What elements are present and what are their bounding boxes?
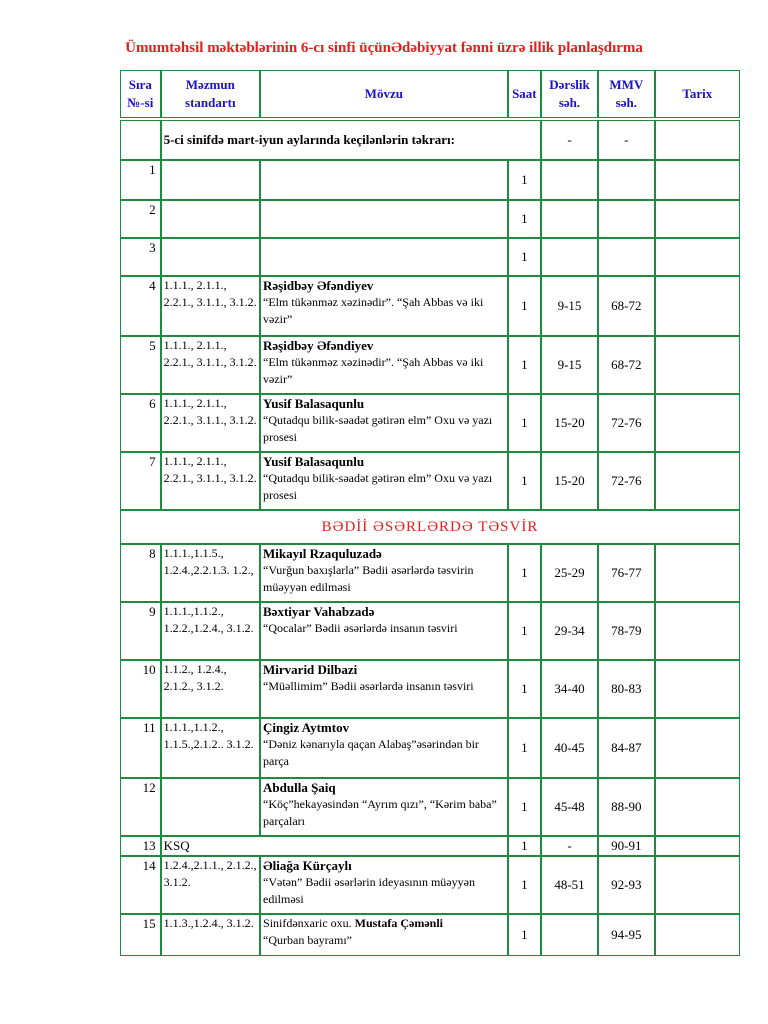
textbook-pages: 34-40 [541,660,598,718]
mmv-pages: 88-90 [598,778,655,836]
author-name: Mirvarid Dilbazi [263,662,358,677]
date-cell [655,276,740,336]
header-derslik: Dərslik səh. [541,70,598,118]
topic-cell [260,718,508,778]
header-mmv: MMV səh. [598,70,655,118]
date-cell [655,836,740,856]
author-name: Əliağa Kürçaylı [263,858,352,873]
table-row [120,336,740,394]
standard-codes [161,238,260,276]
textbook-pages [541,160,598,200]
table-row [120,836,740,856]
hours: 1 [508,602,542,660]
standard-codes: 1.1.3.,1.2.4., 3.1.2. [161,914,260,956]
author-name: Rəşidbəy Əfəndiyev [263,278,374,293]
row-number: 3 [120,238,161,276]
table-row [120,660,740,718]
mmv-pages: 76-77 [598,544,655,602]
topic-cell [260,160,508,200]
standard-codes: 1.1.1., 2.1.1., 2.2.1., 3.1.1., 3.1.2. [161,336,260,394]
plan-table [120,120,740,956]
hours: 1 [508,276,542,336]
mmv-pages [598,238,655,276]
table-row [120,856,740,914]
textbook-pages: 9-15 [541,336,598,394]
topic-cell [260,238,508,276]
mmv-pages: 90-91 [598,836,655,856]
topic-cell [260,394,508,452]
date-cell [655,778,740,836]
table-row [120,778,740,836]
date-cell [655,856,740,914]
row-number: 14 [120,856,161,914]
mmv-pages: 80-83 [598,660,655,718]
topic-text: “Vətən” Bədii əsərlərin ideyasının müəyyən edilməsi [263,875,475,906]
textbook-pages: 15-20 [541,452,598,510]
section-row [120,510,740,544]
date-cell [655,160,740,200]
date-cell [655,544,740,602]
standard-codes [161,778,260,836]
standard-codes: 1.1.1., 2.1.1., 2.2.1., 3.1.1., 3.1.2. [161,452,260,510]
date-cell [655,718,740,778]
date-cell [655,602,740,660]
hours: 1 [508,660,542,718]
header-row [120,70,740,118]
topic-text: “Dəniz kənarıyla qaçan Alabaş”əsərindən bir parça [263,737,479,768]
textbook-pages [541,238,598,276]
mmv-pages: 72-76 [598,452,655,510]
row-number: 4 [120,276,161,336]
standard-codes: 1.2.4.,2.1.1., 2.1.2., 3.1.2. [161,856,260,914]
topic-text: “Vurğun baxışlarla” Bədii əsərlərdə təsvirin müəyyən edilməsi [263,563,474,594]
mmv-pages: 72-76 [598,394,655,452]
hours: 1 [508,778,542,836]
topic-cell [260,914,508,956]
standard-codes [161,160,260,200]
row-number: 11 [120,718,161,778]
topic-cell [260,778,508,836]
standard-codes: 1.1.1.,1.1.5., 1.2.4.,2.2.1.3. 1.2., [161,544,260,602]
row-number: 10 [120,660,161,718]
standard-codes: 1.1.1., 2.1.1., 2.2.1., 3.1.1., 3.1.2. [161,276,260,336]
topic-cell [260,200,508,238]
hours: 1 [508,200,542,238]
row-number: 15 [120,914,161,956]
date-cell [655,660,740,718]
header-movzu: Mövzu [260,70,508,118]
table-row [120,238,740,276]
table-row [120,914,740,956]
row-number: 1 [120,160,161,200]
table-row [120,602,740,660]
topic-cell [260,452,508,510]
date-cell [655,452,740,510]
document-title: Ümumtəhsil məktəblərinin 6-cı sinfi üçünƏdəbiyyat fənni üzrə illik planlaşdırma [125,40,643,56]
author-name: Yusif Balasaqunlu [263,454,365,469]
topic-cell [260,276,508,336]
table-row [120,718,740,778]
mmv-pages: 68-72 [598,336,655,394]
topic-text: “Qutadqu bilik-səadət gətirən elm” Oxu və yazı prosesi [263,471,493,502]
topic-cell [260,660,508,718]
date-cell [655,336,740,394]
row-number: 8 [120,544,161,602]
date-cell [655,238,740,276]
textbook-pages: 45-48 [541,778,598,836]
topic-cell [260,602,508,660]
topic-cell [260,544,508,602]
author-name: Bəxtiyar Vahabzadə [263,604,375,619]
hours: 1 [508,914,542,956]
mmv-pages: 68-72 [598,276,655,336]
textbook-pages: 9-15 [541,276,598,336]
standard-codes: 1.1.2., 1.2.4., 2.1.2., 3.1.2. [161,660,260,718]
row-number: 9 [120,602,161,660]
revision-derslik: - [541,120,598,160]
date-cell [655,200,740,238]
row-number: 2 [120,200,161,238]
textbook-pages: 40-45 [541,718,598,778]
mmv-pages: 84-87 [598,718,655,778]
row-number: 6 [120,394,161,452]
ksq-label: KSQ [161,836,508,856]
author-name: Yusif Balasaqunlu [263,396,365,411]
author-name: Çingiz Aytmtov [263,720,350,735]
table-row [120,160,740,200]
revision-row [120,120,740,160]
hours: 1 [508,238,542,276]
standard-codes: 1.1.1.,1.1.2., 1.1.5.,2.1.2.. 3.1.2. [161,718,260,778]
header-table [120,70,740,118]
textbook-pages [541,914,598,956]
textbook-pages: 15-20 [541,394,598,452]
row-number: 5 [120,336,161,394]
textbook-pages [541,200,598,238]
textbook-pages: 48-51 [541,856,598,914]
hours: 1 [508,544,542,602]
hours: 1 [508,394,542,452]
table-row [120,452,740,510]
author-name: Mustafa Çəmənli [354,916,443,930]
row-number: 12 [120,778,161,836]
standard-codes [161,200,260,238]
hours: 1 [508,836,542,856]
topic-cell [260,856,508,914]
table-row [120,394,740,452]
section-heading: BƏDİİ ƏSƏRLƏRDƏ TƏSVİR [120,510,740,544]
topic-text: “Elm tükənməz xəzinədir”. “Şah Abbas və iki vəzir” [263,295,484,326]
revision-mmv: - [598,120,655,160]
mmv-pages [598,200,655,238]
row-number: 7 [120,452,161,510]
textbook-pages: - [541,836,598,856]
table-row [120,200,740,238]
author-name: Mikayıl Rzaquluzadə [263,546,382,561]
mmv-pages [598,160,655,200]
standard-codes: 1.1.1.,1.1.2., 1.2.2.,1.2.4., 3.1.2. [161,602,260,660]
topic-prefix: Sinifdənxaric oxu. [263,916,352,930]
standard-codes: 1.1.1., 2.1.1., 2.2.1., 3.1.1., 3.1.2. [161,394,260,452]
textbook-pages: 29-34 [541,602,598,660]
topic-text: “Qurban bayramı” [263,933,352,947]
topic-cell [260,336,508,394]
hours: 1 [508,336,542,394]
topic-text: “Qutadqu bilik-səadət gətirən elm” Oxu və yazı prosesi [263,413,493,444]
topic-text: “Qocalar” Bədii əsərlərdə insanın təsviri [263,621,458,635]
header-mezmun: Məzmun standartı [161,70,260,118]
header-saat: Saat [508,70,541,118]
hours: 1 [508,160,542,200]
header-tarix: Tarix [655,70,740,118]
hours: 1 [508,452,542,510]
revision-text: 5-ci sinifdə mart-iyun aylarında keçilənlərin təkrarı: [161,120,542,160]
topic-text: “Köç”hekayəsindən “Ayrım qızı”, “Kərim baba” parçaları [263,797,497,828]
author-name: Abdulla Şaiq [263,780,336,795]
header-sira: Sıra №-si [120,70,161,118]
hours: 1 [508,718,542,778]
table-row [120,276,740,336]
mmv-pages: 94-95 [598,914,655,956]
date-cell [655,394,740,452]
date-cell [655,914,740,956]
topic-text: “Müəllimim” Bədii əsərlərdə insanın təsviri [263,679,474,693]
mmv-pages: 92-93 [598,856,655,914]
table-row [120,544,740,602]
mmv-pages: 78-79 [598,602,655,660]
author-name: Rəşidbəy Əfəndiyev [263,338,374,353]
textbook-pages: 25-29 [541,544,598,602]
row-number: 13 [120,836,161,856]
hours: 1 [508,856,542,914]
topic-text: “Elm tükənməz xəzinədir”. “Şah Abbas və iki vəzir” [263,355,484,386]
